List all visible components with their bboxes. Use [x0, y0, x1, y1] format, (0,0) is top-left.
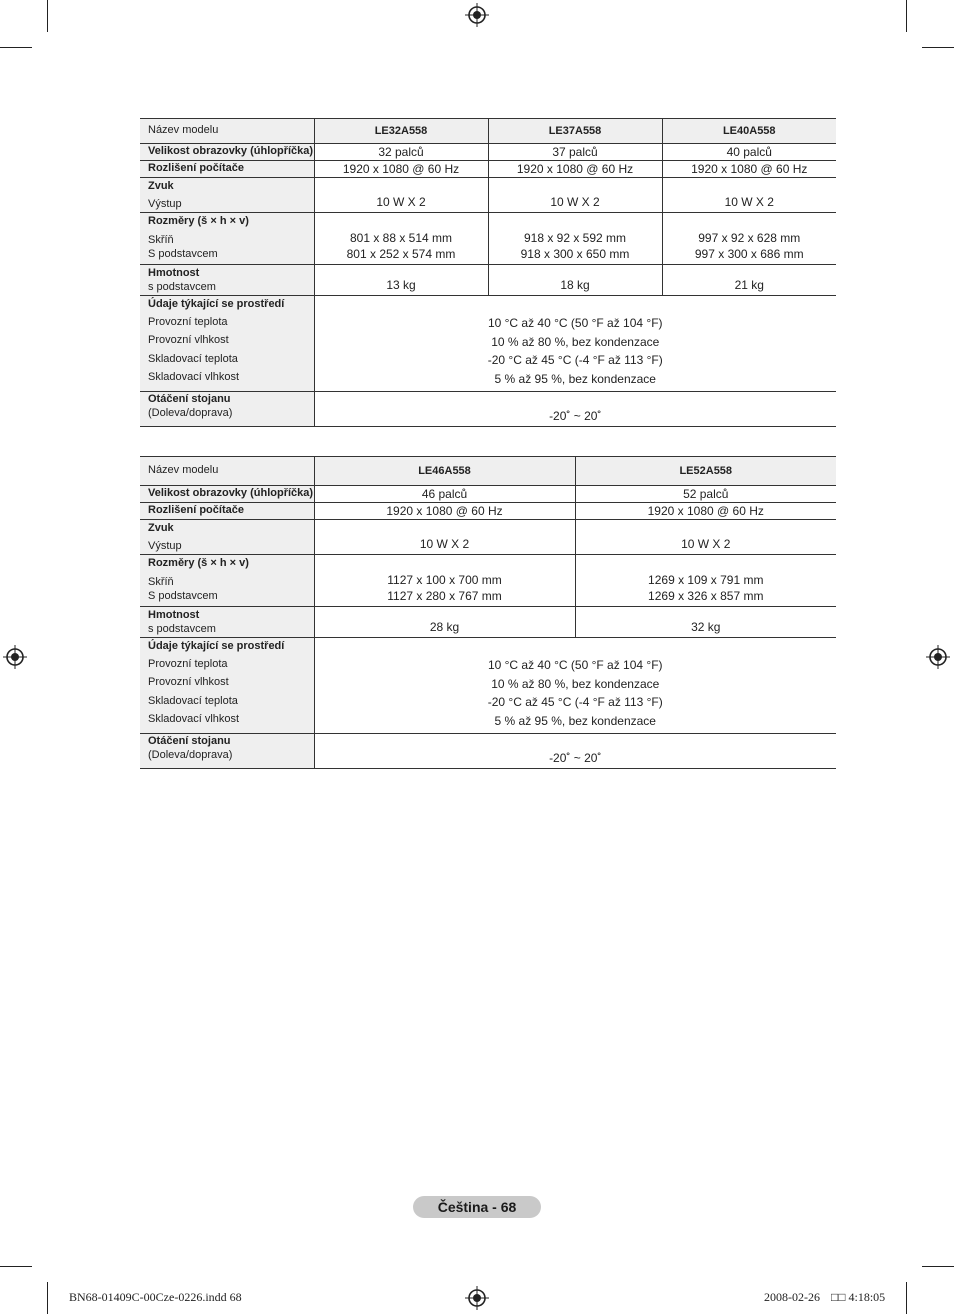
- screen-size-label: Velikost obrazovky (úhlopříčka): [140, 486, 314, 503]
- dim-cabinet: 1127 x 100 x 700 mm: [387, 573, 502, 587]
- model-cell: LE52A558: [575, 457, 836, 486]
- registration-mark-icon: [3, 645, 27, 669]
- screen-size-cell: 46 palců: [314, 486, 575, 503]
- crop-mark: [922, 47, 954, 48]
- spec-table-2: [140, 456, 836, 769]
- rotation-cell: -20˚ ~ 20˚: [314, 392, 836, 427]
- sound-label: Zvuk Výstup: [140, 178, 314, 213]
- rotation-label: Otáčení stojanu (Doleva/doprava): [140, 392, 314, 427]
- crop-mark: [47, 1282, 48, 1314]
- footer-date: 2008-02-26: [764, 1290, 820, 1304]
- resolution-cell: 1920 x 1080 @ 60 Hz: [662, 161, 836, 178]
- sound-cell: 10 W X 2: [575, 520, 836, 555]
- screen-size-cell: 37 palců: [488, 144, 662, 161]
- model-cell: LE32A558: [314, 119, 488, 144]
- crop-mark: [922, 1266, 954, 1267]
- dimensions-cell: [314, 213, 488, 265]
- environment-cell: [314, 296, 836, 392]
- resolution-cell: 1920 x 1080 @ 60 Hz: [314, 503, 575, 520]
- sound-cell: 10 W X 2: [662, 178, 836, 213]
- dim-stand: 997 x 300 x 686 mm: [694, 247, 804, 261]
- table-row: [140, 734, 836, 769]
- weight-cell: 13 kg: [314, 265, 488, 296]
- table-row: [140, 520, 836, 555]
- screen-size-label: Velikost obrazovky (úhlopříčka): [140, 144, 314, 161]
- model-cell: LE37A558: [488, 119, 662, 144]
- resolution-cell: 1920 x 1080 @ 60 Hz: [314, 161, 488, 178]
- weight-cell: 21 kg: [662, 265, 836, 296]
- table-row: [140, 555, 836, 607]
- screen-size-cell: 52 palců: [575, 486, 836, 503]
- dimensions-label: Rozměry (š × h × v) Skříň S podstavcem: [140, 213, 314, 265]
- resolution-cell: 1920 x 1080 @ 60 Hz: [488, 161, 662, 178]
- resolution-cell: 1920 x 1080 @ 60 Hz: [575, 503, 836, 520]
- table-row: [140, 296, 836, 392]
- resolution-label: Rozlišení počítače: [140, 161, 314, 178]
- crop-mark: [906, 0, 907, 32]
- weight-cell: 18 kg: [488, 265, 662, 296]
- weight-cell: 32 kg: [575, 607, 836, 638]
- registration-mark-icon: [465, 3, 489, 27]
- sound-label: Zvuk Výstup: [140, 520, 314, 555]
- dim-cabinet: 1269 x 109 x 791 mm: [648, 573, 764, 587]
- dim-stand: 1127 x 280 x 767 mm: [387, 589, 502, 603]
- dim-stand: 801 x 252 x 574 mm: [346, 247, 456, 261]
- footer-file-name: BN68-01409C-00Cze-0226.indd 68: [69, 1290, 242, 1304]
- table-row: [140, 144, 836, 161]
- environment-cell: [314, 638, 836, 734]
- page-number-badge: Čeština - 68: [413, 1196, 541, 1218]
- env-value: 10 °C až 40 °C (50 °F až 104 °F): [487, 316, 663, 330]
- dimensions-label: Rozměry (š × h × v) Skříň S podstavcem: [140, 555, 314, 607]
- env-value: 10 °C až 40 °C (50 °F až 104 °F): [487, 658, 663, 672]
- model-name-label: Název modelu: [140, 457, 314, 486]
- rotation-cell: -20˚ ~ 20˚: [314, 734, 836, 769]
- crop-mark: [906, 1282, 907, 1314]
- env-value: -20 °C až 45 °C (-4 °F až 113 °F): [487, 695, 663, 709]
- registration-mark-icon: [465, 1286, 489, 1310]
- sound-cell: 10 W X 2: [488, 178, 662, 213]
- weight-cell: 28 kg: [314, 607, 575, 638]
- model-cell: LE46A558: [314, 457, 575, 486]
- crop-mark: [0, 1266, 32, 1267]
- table-row: [140, 638, 836, 734]
- dimensions-cell: [575, 555, 836, 607]
- dim-cabinet: 918 x 92 x 592 mm: [523, 231, 627, 245]
- env-value: 10 % až 80 %, bez kondenzace: [491, 334, 660, 349]
- env-value: 10 % až 80 %, bez kondenzace: [491, 676, 660, 691]
- weight-label: Hmotnost s podstavcem: [140, 607, 314, 638]
- dimensions-cell: [488, 213, 662, 265]
- dim-stand: 918 x 300 x 650 mm: [520, 247, 630, 261]
- screen-size-cell: 32 palců: [314, 144, 488, 161]
- table-row: [140, 265, 836, 296]
- table-row: [140, 178, 836, 213]
- table-row: [140, 457, 836, 486]
- crop-mark: [0, 47, 32, 48]
- model-cell: LE40A558: [662, 119, 836, 144]
- env-value: 5 % až 95 %, bez kondenzace: [494, 713, 656, 728]
- env-value: -20 °C až 45 °C (-4 °F až 113 °F): [487, 353, 663, 367]
- resolution-label: Rozlišení počítače: [140, 503, 314, 520]
- screen-size-cell: 40 palců: [662, 144, 836, 161]
- registration-mark-icon: [926, 645, 950, 669]
- model-name-label: Název modelu: [140, 119, 314, 144]
- table-row: [140, 161, 836, 178]
- dim-stand: 1269 x 326 x 857 mm: [648, 589, 764, 603]
- table-row: [140, 607, 836, 638]
- dimensions-cell: [314, 555, 575, 607]
- sound-cell: 10 W X 2: [314, 178, 488, 213]
- dimensions-cell: [662, 213, 836, 265]
- rotation-label: Otáčení stojanu (Doleva/doprava): [140, 734, 314, 769]
- sound-cell: 10 W X 2: [314, 520, 575, 555]
- table-row: [140, 503, 836, 520]
- weight-label: Hmotnost s podstavcem: [140, 265, 314, 296]
- crop-mark: [47, 0, 48, 32]
- env-value: 5 % až 95 %, bez kondenzace: [494, 371, 656, 386]
- dim-cabinet: 801 x 88 x 514 mm: [349, 231, 453, 245]
- environment-label: Údaje týkající se prostředí Provozní teplota Provozní vlhkost Skladovací teplota Skladovací vlhkost: [140, 296, 314, 392]
- spec-table-1: [140, 118, 836, 427]
- table-row: [140, 119, 836, 144]
- table-row: [140, 392, 836, 427]
- footer-time: □□ 4:18:05: [831, 1290, 886, 1304]
- table-row: [140, 486, 836, 503]
- environment-label: Údaje týkající se prostředí Provozní teplota Provozní vlhkost Skladovací teplota Skladovací vlhkost: [140, 638, 314, 734]
- table-row: [140, 213, 836, 265]
- dim-cabinet: 997 x 92 x 628 mm: [698, 231, 801, 245]
